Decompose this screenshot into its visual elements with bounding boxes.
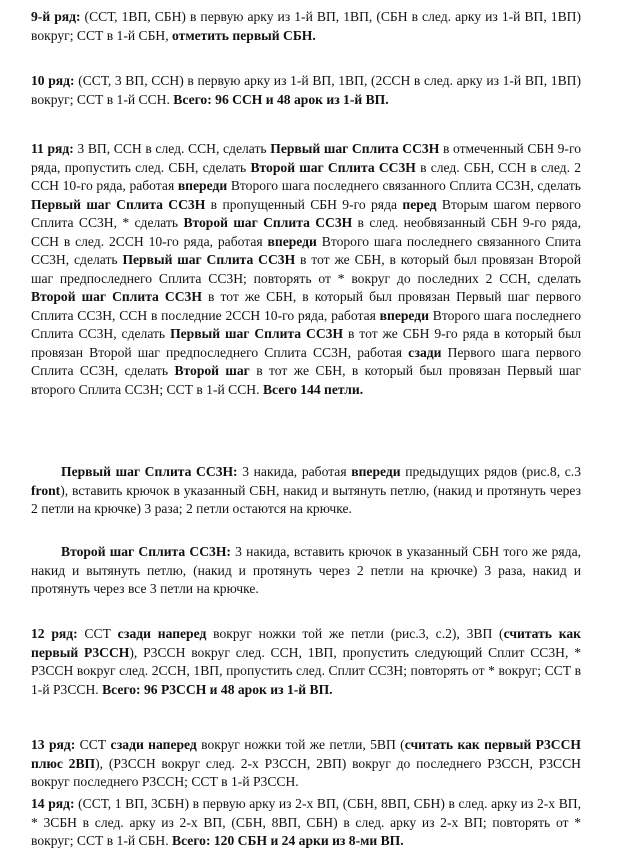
bold-text-run: впереди — [267, 233, 317, 249]
bold-text-run: Первый шаг Сплита СС3Н — [170, 326, 344, 341]
bold-text-run: Второй шаг Сплита СС3Н: — [61, 544, 231, 559]
bold-text-run: Второй шаг Сплита СС3Н — [250, 159, 416, 175]
bold-text-run: Второй шаг Сплита СС3Н — [31, 289, 202, 304]
bold-text-run: 11 ряд: — [31, 141, 74, 156]
bold-text-run: 9-й ряд: — [31, 9, 81, 24]
bold-text-run: сзади — [408, 344, 442, 360]
text-run: вокруг ножки той же петли, 5ВП ( — [196, 737, 405, 752]
text-run: ), Р3ССН вокруг след. ССН, 1ВП, пропустить следующий Сплит СС3Н, * Р3ССН вокруг след. 2ССН, 1ВП, пропустить след. Сплит СС3Н; повторять от * вокруг; ССТ в 1-й Р3ССН. — [31, 644, 581, 697]
paragraph-row-11 — [31, 140, 581, 399]
bold-text-run: Первый шаг Сплита СС3Н — [270, 141, 440, 156]
text-run: (ССТ, 1 ВП, 3СБН) в первую арку из 2-х ВП, (СБН, 8ВП, СБН) в след. арку из 2-х ВП, * 3СБН в след. арку из 2-х ВП, (СБН, 8ВП, СБН) в след. арку из 2-х ВП; повторять от * вокруг; ССТ в 1-й СБН. — [31, 796, 581, 848]
bold-text-run: перед — [402, 196, 437, 212]
bold-text-run: считать как первый Р3ССН плюс 2ВП — [31, 737, 581, 771]
text-run: Второго шага последнего Сплита СС3Н, сделать — [31, 307, 581, 341]
text-run: в пропущенный СБН 9-го ряда — [205, 196, 403, 212]
bold-text-run: считать как первый Р3ССН — [31, 626, 581, 660]
text-run: 3 накида, вставить крючок в указанный СБН того же ряда, накид и вытянуть петлю, (накид и протянуть через 2 петли на крючке) 3 раза, накид и протянуть через все 3 петли на крючке. — [31, 544, 581, 596]
bold-text-run: впереди — [177, 178, 228, 193]
bold-text-run: front — [31, 482, 61, 498]
text-run: 3 ВП, ССН в след. ССН, сделать — [73, 141, 271, 156]
text-run: в след. необвязанный СБН 9-го ряда, ССН в след. 2ССН 10-го ряда, работая — [31, 215, 581, 249]
paragraph-first-step-definition — [31, 463, 581, 519]
text-run: ), (Р3ССН вокруг след. 2-х Р3ССН, 2ВП) вокруг до последнего Р3ССН, Р3ССН вокруг последнего Р3ССН; ССТ в 1-й Р3ССН. — [31, 755, 581, 789]
text-run: Второго шага последнего связанного Сплита СС3Н, сделать — [227, 178, 581, 193]
text-run: ), вставить крючок в указанный СБН, накид и вытянуть петлю, (накид и протянуть через 2 петли на крючке) 3 раза; 2 петли остаются на крючке. — [31, 482, 581, 516]
bold-text-run: 14 ряд: — [31, 796, 75, 811]
text-run: в отмеченный СБН 9-го ряда, пропустить след. СБН, сделать — [31, 141, 581, 175]
text-run: в тот же СБН 9-го ряда в который был провязан Второй шаг предпоследнего Сплита СС3Н, работая — [31, 326, 581, 360]
text-run: предыдущих рядов (рис.8, с.3 — [400, 464, 581, 479]
bold-text-run: впереди — [351, 464, 401, 479]
text-run: (ССТ, 1ВП, СБН) в первую арку из 1-й ВП, 1ВП, (СБН в след. арку из 1-й ВП, 1ВП) вокруг; ССТ в 1-й СБН, — [31, 9, 581, 43]
bold-text-run: 10 ряд: — [31, 73, 75, 88]
bold-text-run: Второй шаг Сплита СС3Н — [183, 215, 353, 230]
bold-text-run: Всего: 120 СБН и 24 арки из 8-ми ВП. — [172, 833, 404, 848]
text-run: Первого шага первого Сплита СС3Н, сделать — [31, 344, 581, 378]
bold-text-run: впереди — [379, 307, 429, 323]
paragraph-row-14 — [31, 795, 581, 851]
text-run: Второго шага последнего связанного Спита СС3Н, сделать — [31, 233, 582, 267]
text-run: Вторым шагом первого Сплита СС3Н, * сделать — [31, 196, 581, 230]
bold-text-run: 12 ряд: — [31, 626, 78, 641]
bold-text-run: Первый шаг Сплита СС3Н — [31, 196, 206, 212]
text-run: ССТ — [75, 737, 111, 752]
bold-text-run: сзади наперед — [110, 737, 197, 752]
paragraph-row-10 — [31, 72, 581, 109]
text-run: 3 накида, работая — [237, 464, 352, 479]
paragraph-row-13 — [31, 736, 581, 792]
bold-text-run: Второй шаг — [174, 363, 250, 378]
bold-text-run: Всего: 96 Р3ССН и 48 арок из 1-й ВП. — [102, 681, 333, 697]
text-run: в тот же СБН, в который был провязан Первый шаг первого Сплита СС3Н, ССН в последние 2ССН 10-го ряда, работая — [31, 289, 581, 323]
bold-text-run: Первый шаг Сплита СС3Н: — [61, 464, 238, 479]
text-run: в тот же СБН, в который был провязан Первый шаг второго Сплита СС3Н; ССТ в 1-й ССН. — [31, 363, 581, 397]
paragraph-row-12 — [31, 625, 581, 699]
text-run: вокруг ножки той же петли (рис.3, с.2), 3ВП ( — [206, 626, 504, 641]
text-run: в тот же СБН, в который был провязан Второй шаг предпоследнего Сплита СС3Н; повторять от * вокруг до последних 2 ССН, сделать — [31, 252, 581, 286]
bold-text-run: Всего 144 петли. — [262, 381, 364, 397]
text-run: ССТ — [77, 626, 118, 641]
bold-text-run: Первый шаг Сплита СС3Н — [122, 252, 296, 267]
bold-text-run: Всего: 96 ССН и 48 арок из 1-й ВП. — [173, 91, 389, 107]
paragraph-row-9 — [31, 8, 581, 45]
bold-text-run: 13 ряд: — [31, 737, 76, 752]
text-run: (ССТ, 3 ВП, ССН) в первую арку из 1-й ВП, 1ВП, (2ССН в след. арку из 1-й ВП, 1ВП) вокруг; ССТ в 1-й ССН. — [31, 73, 581, 107]
bold-text-run: сзади наперед — [117, 626, 207, 641]
paragraph-second-step-definition — [31, 543, 581, 599]
text-run: в след. СБН, ССН в след. 2 ССН 10-го ряда, работая — [31, 159, 581, 193]
bold-text-run: отметить первый СБН. — [172, 27, 316, 43]
